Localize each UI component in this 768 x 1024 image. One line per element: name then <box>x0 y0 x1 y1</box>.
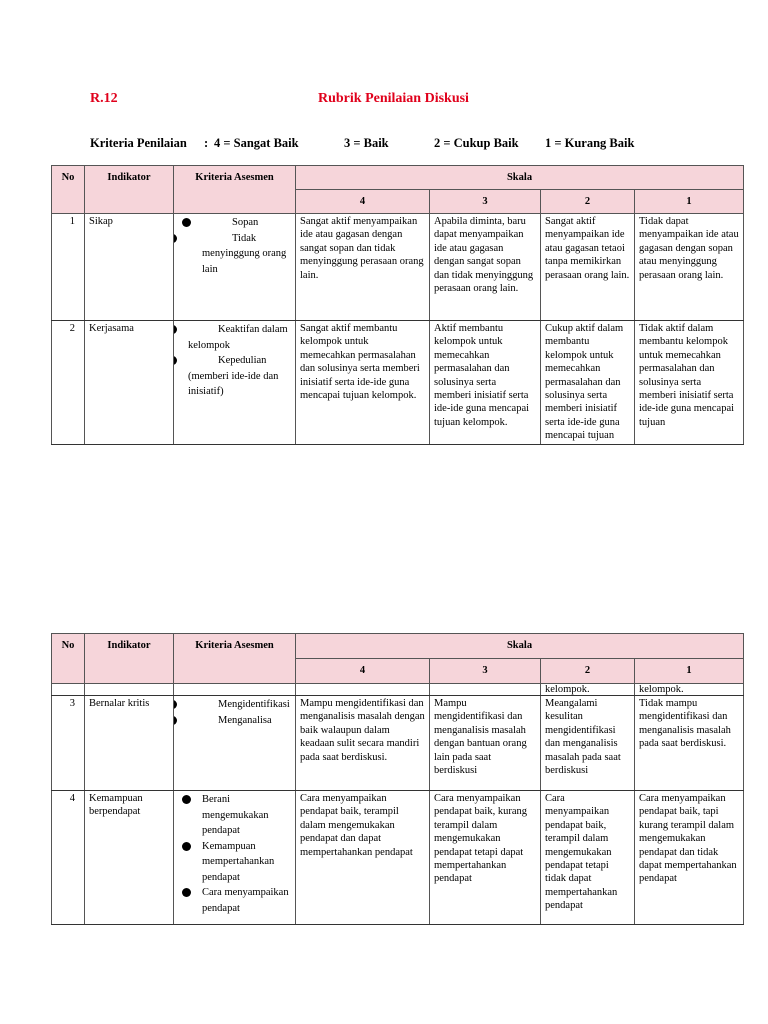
criteria-label: Kriteria Penilaian <box>90 136 187 150</box>
rubric-table-2 <box>51 633 744 925</box>
score-3-desc: Apabila diminta, baru dapat menyampaikan ide atau gagasan dengan sangat sopan dan tidak menyinggung perasaan orang lain. <box>430 214 541 321</box>
scale-3-legend: 3 = Baik <box>344 136 389 150</box>
table-row <box>52 791 744 925</box>
score-2-desc: Cara menyampaikan pendapat baik, terampil dalam mengemukakan pendapat tetapi tidak dapat mempertahankan pendapat <box>541 791 635 925</box>
row-indikator: Kemampuan berpendapat <box>85 791 174 925</box>
kriteria-item: Tidak menyinggung orang lain <box>174 231 291 278</box>
header-score-4: 4 <box>296 190 430 214</box>
row-indikator: Bernalar kritis <box>85 696 174 791</box>
header-score-2: 2 <box>541 659 635 684</box>
scale-4-legend: 4 = Sangat Baik <box>214 136 299 150</box>
row-no: 4 <box>52 791 85 925</box>
header-kriteria: Kriteria Asesmen <box>174 634 296 684</box>
header-no: No <box>52 166 85 214</box>
row-kriteria <box>174 321 296 445</box>
header-score-2: 2 <box>541 190 635 214</box>
header-score-3: 3 <box>430 659 541 684</box>
score-3-desc: Mampu mengidentifikasi dan menganalisis masalah dengan bantuan orang lain pada saat berdiskusi <box>430 696 541 791</box>
kriteria-item: Keaktifan dalam kelompok <box>174 322 291 353</box>
kriteria-item: Sopan <box>188 215 291 231</box>
score-4-desc: Sangat aktif menyampaikan ide atau gagasan dengan sangat sopan dan tidak menyinggung perasaan orang lain. <box>296 214 430 321</box>
row-no: 2 <box>52 321 85 445</box>
header-no: No <box>52 634 85 684</box>
score-1-desc: Tidak aktif dalam membantu kelompok untuk memecahkan permasalahan dan solusinya serta memberi inisiatif serta ide-ide guna mencapai tujuan <box>635 321 744 445</box>
table-row <box>52 321 744 445</box>
score-4-desc: Sangat aktif membantu kelompok untuk memecahkan permasalahan dan solusinya serta memberi inisiatif serta ide-ide guna mencapai tujuan kelompok. <box>296 321 430 445</box>
header-score-1: 1 <box>635 190 744 214</box>
scale-2-legend: 2 = Cukup Baik <box>434 136 519 150</box>
header-score-3: 3 <box>430 190 541 214</box>
header-kriteria: Kriteria Asesmen <box>174 166 296 214</box>
row-no: 3 <box>52 696 85 791</box>
score-2-desc: Meangalami kesulitan mengidentifikasi dan menganalisis masalah pada saat berdiskusi <box>541 696 635 791</box>
document-code: R.12 <box>90 91 118 106</box>
kriteria-item: Kepedulian (memberi ide-ide dan inisiatif) <box>174 353 291 400</box>
row-kriteria <box>174 696 296 791</box>
kriteria-item: Kemampuan mempertahankan pendapat <box>188 839 291 886</box>
table-row <box>52 696 744 791</box>
kriteria-item: Berani mengemukakan pendapat <box>188 792 291 839</box>
score-4-desc: Mampu mengidentifikasi dan menganalisis masalah dengan baik walaupun dalam keadaan sulit secara mandiri pada saat berdiskusi. <box>296 696 430 791</box>
row-no: 1 <box>52 214 85 321</box>
score-2-desc: Cukup aktif dalam membantu kelompok untuk memecahkan permasalahan dan solusinya serta memberi inisiatif serta ide-ide guna mencapai tujuan <box>541 321 635 445</box>
score-3-desc: Aktif membantu kelompok untuk memecahkan permasalahan dan solusinya serta memberi inisiatif serta ide-ide guna mencapai tujuan kelompok. <box>430 321 541 445</box>
continuation-score-2: kelompok. <box>541 684 635 696</box>
kriteria-item: Mengidentifikasi <box>174 697 291 713</box>
score-1-desc: Tidak mampu mengidentifikasi dan menganalisis masalah pada saat berdiskusi. <box>635 696 744 791</box>
row-indikator: Kerjasama <box>85 321 174 445</box>
kriteria-item: Menganalisa <box>174 713 291 729</box>
score-1-desc: Tidak dapat menyampaikan ide atau gagasan dengan sopan atau menyinggung perasaan orang lain. <box>635 214 744 321</box>
header-indikator: Indikator <box>85 634 174 684</box>
score-1-desc: Cara menyampaikan pendapat baik, tapi kurang terampil dalam mengemukakan pendapat dan tidak dapat mempertahankan pendapat <box>635 791 744 925</box>
header-indikator: Indikator <box>85 166 174 214</box>
header-skala: Skala <box>296 634 744 659</box>
header-score-4: 4 <box>296 659 430 684</box>
document-title: Rubrik Penilaian Diskusi <box>318 91 469 106</box>
header-skala: Skala <box>296 166 744 190</box>
scale-1-legend: 1 = Kurang Baik <box>545 136 635 150</box>
continuation-score-1: kelompok. <box>635 684 744 696</box>
table-row <box>52 214 744 321</box>
criteria-separator: : <box>204 136 209 150</box>
kriteria-item: Cara menyampaikan pendapat <box>188 885 291 916</box>
score-2-desc: Sangat aktif menyampaikan ide atau gagasan tetaoi tanpa memikirkan perasaan orang lain. <box>541 214 635 321</box>
row-kriteria <box>174 214 296 321</box>
header-score-1: 1 <box>635 659 744 684</box>
continuation-row <box>52 684 744 696</box>
rubric-table-1 <box>51 165 744 445</box>
row-indikator: Sikap <box>85 214 174 321</box>
score-4-desc: Cara menyampaikan pendapat baik, terampil dalam mengemukakan pendapat dan dapat mempertahankan pendapat <box>296 791 430 925</box>
score-3-desc: Cara menyampaikan pendapat baik, kurang terampil dalam mengemukakan pendapat tetapi dapat mempertahankan pendapat <box>430 791 541 925</box>
row-kriteria <box>174 791 296 925</box>
